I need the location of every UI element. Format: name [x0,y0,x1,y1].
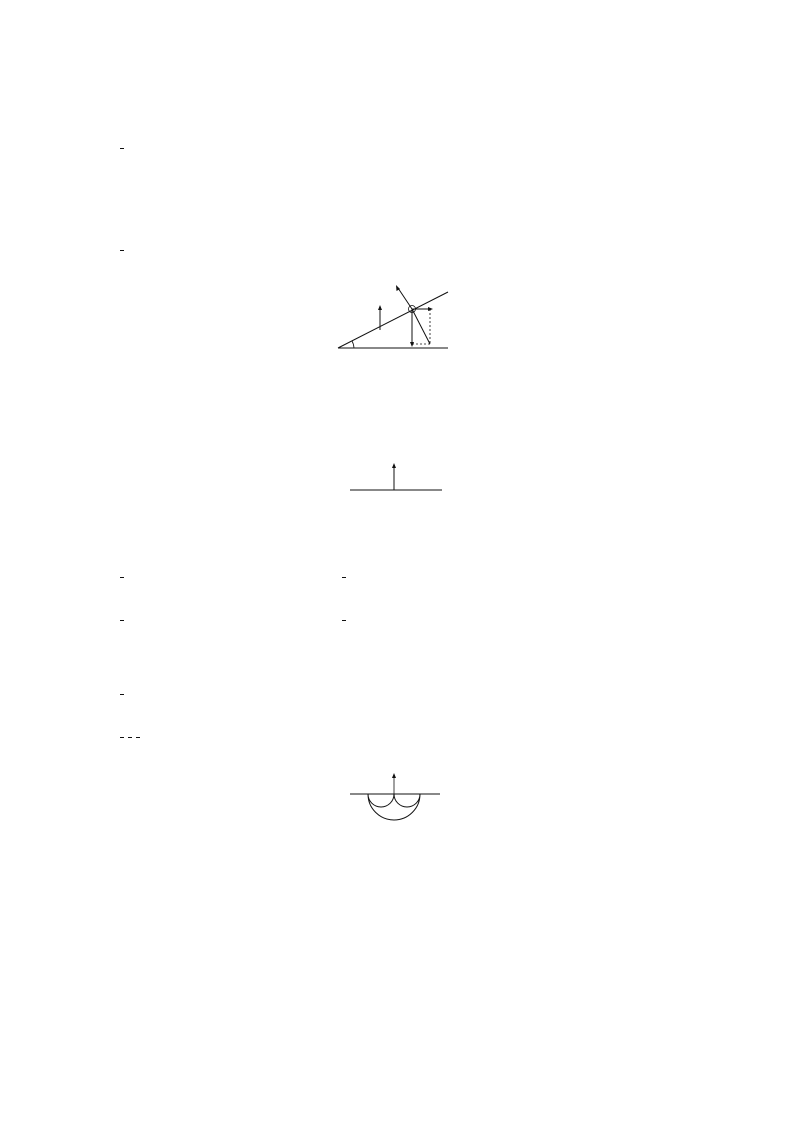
incline-line [338,292,448,348]
frac-numerator [120,250,124,251]
normal-force-arrow [398,288,412,309]
figure-3-magnetic-fields [348,452,448,532]
traj-velocity-head [392,773,396,778]
mg-arrow-head [410,342,414,347]
option-a[interactable] [118,569,126,585]
frac-numerator [120,148,124,149]
resultant-line [412,309,430,344]
fraction-mg-over-il [120,250,124,251]
velocity-arrow-head [392,463,396,468]
option-d[interactable] [340,612,348,628]
option-c[interactable] [118,612,126,628]
incline-force-diagram [330,272,460,352]
option-a-numerator [120,577,124,578]
option-b-numerator [342,577,346,578]
fraction-mgtan-over-il [120,148,124,149]
q3-analysis-line-2 [118,727,678,747]
angle-arc [352,341,354,348]
option-d-numerator [342,620,346,621]
t1-numerator [120,737,124,738]
trajectory-diagram [348,760,448,822]
q2-line-5 [118,240,678,260]
q3-analysis-line-1 [118,684,678,704]
f-arrow-head [428,307,433,311]
particle-trajectory [368,794,420,820]
b-arrow-head [378,305,382,310]
q2-line-2 [118,138,678,158]
period-numerator [120,694,124,695]
figure-4-fields [330,955,470,1023]
t2-numerator [128,737,132,738]
option-c-numerator [120,620,124,621]
option-b[interactable] [340,569,348,585]
t3-numerator [136,737,140,738]
